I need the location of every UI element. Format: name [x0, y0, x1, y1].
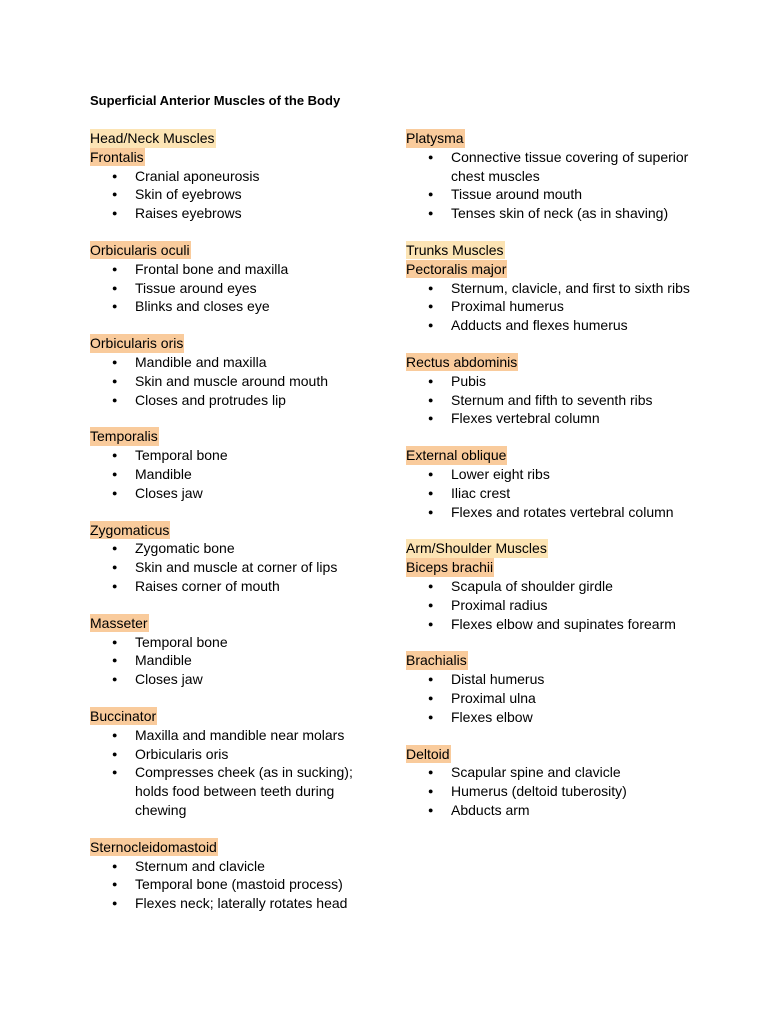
list-item: [406, 670, 696, 689]
list-item-text: ● Raises corner of mouth: [135, 577, 280, 594]
muscle-heading-row: [90, 521, 380, 540]
muscle-name: Pectoralis major: [406, 260, 507, 277]
list-item-text: ● Zygomatic bone: [135, 540, 235, 557]
list-item-text: ● Connective tissue covering of superior chest muscles: [451, 148, 689, 184]
list-item-text: ● Lower eight ribs: [451, 465, 550, 482]
bullet-list: [406, 670, 696, 726]
muscle-block-platysma: [406, 129, 696, 223]
list-item-text: ● Humerus (deltoid tuberosity): [451, 783, 627, 800]
list-item: [90, 167, 380, 186]
list-item-text: ● Flexes elbow and supinates forearm: [451, 615, 676, 632]
list-item: [406, 391, 696, 410]
list-item-text: ● Mandible: [135, 652, 192, 669]
muscle-name: Biceps brachii: [406, 559, 494, 576]
list-item-text: ● Pubis: [451, 372, 487, 389]
bullet-list: [406, 763, 696, 819]
list-item: [90, 726, 380, 745]
bullet-list: [406, 279, 696, 335]
list-item-text: ● Scapula of shoulder girdle: [451, 577, 613, 594]
muscle-name: Orbicularis oculi: [90, 241, 190, 258]
muscle-block-rectus-abdominis: [406, 353, 696, 428]
list-item: [90, 353, 380, 372]
muscle-name: Orbicularis oris: [90, 335, 184, 352]
list-item-text: ● Skin and muscle around mouth: [135, 372, 328, 389]
bullet-list: [406, 148, 696, 223]
list-item: [406, 465, 696, 484]
list-item: [90, 372, 380, 391]
list-item-text: ● Mandible: [135, 465, 192, 482]
list-item: [406, 316, 696, 335]
list-item-text: ● Maxilla and mandible near molars: [135, 726, 345, 743]
muscle-name: Sternocleidomastoid: [90, 838, 217, 855]
muscle-name: Platysma: [406, 130, 464, 146]
muscle-heading-row: [90, 838, 380, 857]
muscle-name: Temporalis: [90, 428, 158, 445]
list-item-text: ● Proximal ulna: [451, 689, 536, 706]
list-item-text: ● Adducts and flexes humerus: [451, 317, 628, 334]
list-item: [90, 465, 380, 484]
muscle-block-masseter: [90, 614, 380, 689]
list-item: [90, 539, 380, 558]
list-item-text: ● Blinks and closes eye: [135, 298, 270, 315]
list-item: [406, 596, 696, 615]
list-item: [406, 801, 696, 820]
muscle-name: Rectus abdominis: [406, 353, 518, 370]
muscle-name: Buccinator: [90, 707, 157, 724]
list-item: [406, 615, 696, 634]
muscle-heading-row: [90, 707, 380, 726]
list-item-text: ● Proximal humerus: [451, 298, 564, 315]
muscle-heading-row: [406, 651, 696, 670]
muscle-name: Frontalis: [90, 148, 144, 165]
list-item-text: ● Temporal bone (mastoid process): [135, 876, 343, 893]
muscle-block-zygomaticus: [90, 521, 380, 596]
list-item-text: ● Scapular spine and clavicle: [451, 764, 621, 781]
list-item: [406, 577, 696, 596]
list-item-text: ● Flexes vertebral column: [451, 410, 600, 427]
list-item-text: ● Proximal radius: [451, 596, 548, 613]
list-item-text: ● Flexes and rotates vertebral column: [451, 503, 674, 520]
list-item: [90, 391, 380, 410]
list-item-text: ● Tissue around mouth: [451, 186, 582, 203]
list-item: [90, 279, 380, 298]
list-item: [90, 633, 380, 652]
list-item: [406, 708, 696, 727]
list-item: [406, 689, 696, 708]
muscle-heading-row: [90, 614, 380, 633]
list-item-text: ● Tenses skin of neck (as in shaving): [451, 205, 669, 222]
muscle-block-temporalis: [90, 427, 380, 502]
list-item: [406, 372, 696, 391]
list-item-text: ● Sternum and clavicle: [135, 857, 265, 874]
bullet-list: [90, 353, 380, 409]
muscle-heading-row: [406, 260, 696, 279]
muscle-block-pectoralis-major: [406, 241, 696, 335]
muscle-heading-row: [90, 427, 380, 446]
muscle-block-buccinator: [90, 707, 380, 820]
muscle-block-orbicularis-oculi: [90, 241, 380, 316]
muscle-block-deltoid: [406, 745, 696, 820]
muscle-heading-row: [406, 129, 696, 148]
bullet-list: [406, 372, 696, 428]
list-item-text: ● Distal humerus: [451, 671, 545, 688]
muscle-heading-row: [406, 353, 696, 372]
list-item-text: ● Compresses cheek (as in sucking); holds food between teeth during chewing: [135, 764, 353, 818]
list-item: [406, 782, 696, 801]
list-item: [406, 409, 696, 428]
list-item-text: ● Skin and muscle at corner of lips: [135, 559, 338, 576]
page-title: Superficial Anterior Muscles of the Body: [90, 93, 341, 108]
list-item-text: ● Closes jaw: [135, 484, 203, 501]
list-item: [90, 875, 380, 894]
list-item-text: ● Tissue around eyes: [135, 279, 257, 296]
list-item-text: ● Flexes elbow: [451, 708, 533, 725]
list-item: [406, 297, 696, 316]
list-item-text: ● Iliac crest: [451, 484, 511, 501]
list-item-text: ● Closes jaw: [135, 671, 203, 688]
bullet-list: [90, 539, 380, 595]
list-item-text: ● Flexes neck; laterally rotates head: [135, 895, 348, 912]
muscle-heading-row: [90, 334, 380, 353]
bullet-list: [406, 465, 696, 521]
list-item: [90, 670, 380, 689]
muscle-block-brachialis: [406, 651, 696, 726]
muscle-name: Brachialis: [406, 652, 467, 669]
list-item: [406, 763, 696, 782]
list-item: [406, 148, 696, 186]
list-item-text: ● Abducts arm: [451, 801, 530, 818]
bullet-list: [90, 633, 380, 689]
muscle-block-sternocleidomastoid: [90, 838, 380, 913]
muscle-block-frontalis: [90, 129, 380, 223]
bullet-list: [90, 857, 380, 913]
list-item-text: ● Temporal bone: [135, 633, 228, 650]
list-item: [90, 204, 380, 223]
muscle-heading-row: [406, 745, 696, 764]
list-item: [90, 446, 380, 465]
group-heading: Arm/Shoulder Muscles: [406, 540, 547, 557]
list-item: [406, 279, 696, 298]
left-column: [90, 129, 380, 913]
muscle-heading-row: [406, 446, 696, 465]
list-item-text: ● Skin of eyebrows: [135, 186, 242, 203]
group-heading: Head/Neck Muscles: [90, 130, 215, 146]
list-item: [90, 260, 380, 279]
muscle-block-external-oblique: [406, 446, 696, 521]
muscle-name: Zygomaticus: [90, 521, 170, 538]
bullet-list: [90, 167, 380, 223]
list-item-text: ● Orbicularis oris: [135, 745, 229, 762]
list-item: [90, 185, 380, 204]
group-heading-row: [406, 539, 696, 558]
bullet-list: [90, 260, 380, 316]
right-column: [406, 129, 696, 820]
list-item: [90, 745, 380, 764]
muscle-name: Deltoid: [406, 745, 450, 762]
list-item: [90, 577, 380, 596]
list-item: [90, 763, 380, 819]
list-item: [90, 651, 380, 670]
muscle-name: External oblique: [406, 447, 507, 464]
muscle-block-biceps-brachii: [406, 539, 696, 633]
list-item-text: ● Frontal bone and maxilla: [135, 260, 289, 277]
list-item-text: ● Raises eyebrows: [135, 205, 242, 222]
list-item: [90, 558, 380, 577]
muscle-heading-row: [90, 148, 380, 167]
list-item-text: ● Cranial aponeurosis: [135, 167, 260, 184]
bullet-list: [90, 446, 380, 502]
muscle-name: Masseter: [90, 614, 148, 631]
list-item: [90, 857, 380, 876]
list-item: [406, 185, 696, 204]
bullet-list: [406, 577, 696, 633]
group-heading-row: [406, 241, 696, 260]
list-item: [406, 503, 696, 522]
list-item: [90, 484, 380, 503]
list-item: [406, 204, 696, 223]
list-item: [90, 894, 380, 913]
muscle-block-orbicularis-oris: [90, 334, 380, 409]
list-item-text: ● Closes and protrudes lip: [135, 391, 286, 408]
bullet-list: [90, 726, 380, 820]
list-item: [406, 484, 696, 503]
muscle-heading-row: [406, 558, 696, 577]
list-item-text: ● Mandible and maxilla: [135, 353, 267, 370]
list-item-text: ● Sternum and fifth to seventh ribs: [451, 391, 653, 408]
muscle-heading-row: [90, 241, 380, 260]
list-item-text: ● Temporal bone: [135, 447, 228, 464]
group-heading: Trunks Muscles: [406, 241, 504, 258]
list-item-text: ● Sternum, clavicle, and first to sixth ribs: [451, 279, 690, 296]
group-heading-row: [90, 129, 380, 148]
list-item: [90, 297, 380, 316]
